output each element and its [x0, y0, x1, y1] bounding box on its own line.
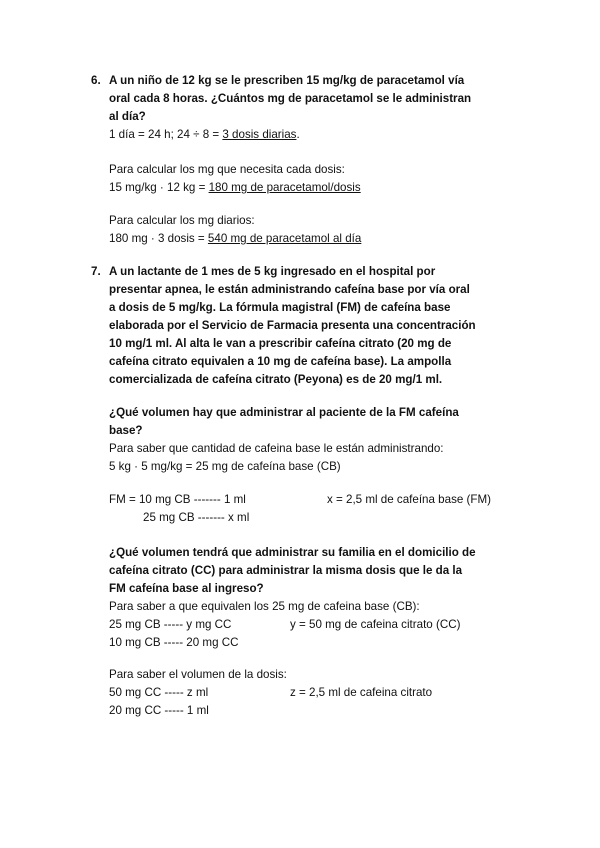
- q6-per-dose-prefix: 15 mg/kg · 12 kg =: [109, 181, 209, 194]
- q6-question-line-1: A un niño de 12 kg se le prescriben 15 mg/kg de paracetamol vía: [109, 74, 465, 87]
- q7-part-a-calc: 5 kg · 5 mg/kg = 25 mg de cafeína base (CB): [109, 460, 341, 473]
- q7-part-b-line-2: cafeína citrato (CC) para administrar la misma dosis que le da la: [109, 564, 463, 577]
- q7-cc-result: y = 50 mg de cafeina citrato (CC): [290, 618, 461, 631]
- q7-cc-line-2: 10 mg CB ----- 20 mg CC: [109, 636, 239, 649]
- q6-daily-prefix: 180 mg · 3 dosis =: [109, 232, 208, 245]
- q7-part-a-intro: Para saber que cantidad de cafeina base le están administrando:: [109, 442, 444, 455]
- q6-doses-result: 3 dosis diarias: [222, 128, 297, 141]
- q6-daily-line: [109, 231, 361, 246]
- q6-per-dose-line: [109, 180, 361, 195]
- q7-fm-line-2: 25 mg CB ------- x ml: [143, 511, 250, 524]
- q7-fm-result: x = 2,5 ml de cafeína base (FM): [327, 493, 491, 506]
- q7-vol-line-1: 50 mg CC ----- z ml: [109, 686, 209, 699]
- q6-daily-intro: Para calcular los mg diarios:: [109, 214, 255, 227]
- q6-question-line-3: al día?: [109, 110, 146, 123]
- q7-statement-line-7: comercializada de cafeína citrato (Peyona) es de 20 mg/1 ml.: [109, 373, 443, 386]
- q7-statement-line-6: cafeína citrato equivalen a 10 mg de cafeína base). La ampolla: [109, 355, 452, 368]
- q7-part-b-intro: Para saber a que equivalen los 25 mg de cafeina base (CB):: [109, 600, 420, 613]
- q7-vol-line-2: 20 mg CC ----- 1 ml: [109, 704, 209, 717]
- q7-part-b-line-3: FM cafeína base al ingreso?: [109, 582, 264, 595]
- q7-part-a-line-1: ¿Qué volumen hay que administrar al paciente de la FM cafeína: [109, 406, 459, 419]
- q6-doses-suffix: .: [296, 128, 300, 141]
- q6-number: 6.: [91, 74, 101, 87]
- q6-doses-prefix: 1 día = 24 h; 24 ÷ 8 =: [109, 128, 223, 141]
- q7-cc-line-1: 25 mg CB ----- y mg CC: [109, 618, 232, 631]
- q7-vol-result: z = 2,5 ml de cafeina citrato: [290, 686, 433, 699]
- q7-part-b-line-1: ¿Qué volumen tendrá que administrar su familia en el domicilio de: [109, 546, 476, 559]
- q7-statement-line-2: presentar apnea, le están administrando cafeína base por vía oral: [109, 283, 470, 296]
- q7-vol-intro: Para saber el volumen de la dosis:: [109, 668, 287, 681]
- q7-fm-line-1: FM = 10 mg CB ------- 1 ml: [109, 493, 246, 506]
- q6-daily-result: 540 mg de paracetamol al día: [207, 232, 362, 245]
- q6-doses-line: [109, 127, 300, 142]
- q7-statement-line-3: a dosis de 5 mg/kg. La fórmula magistral (FM) de cafeína base: [109, 301, 451, 314]
- q6-per-dose-intro: Para calcular los mg que necesita cada dosis:: [109, 163, 345, 176]
- q7-statement-line-4: elaborada por el Servicio de Farmacia presenta una concentración: [109, 319, 476, 332]
- q7-number: 7.: [91, 265, 101, 278]
- q6-per-dose-result: 180 mg de paracetamol/dosis: [208, 181, 361, 194]
- q7-statement-line-5: 10 mg/1 ml. Al alta le van a prescribir cafeína citrato (20 mg de: [109, 337, 452, 350]
- q7-statement-line-1: A un lactante de 1 mes de 5 kg ingresado en el hospital por: [109, 265, 436, 278]
- q7-part-a-line-2: base?: [109, 424, 143, 437]
- q6-question-line-2: oral cada 8 horas. ¿Cuántos mg de paracetamol se le administran: [109, 92, 472, 105]
